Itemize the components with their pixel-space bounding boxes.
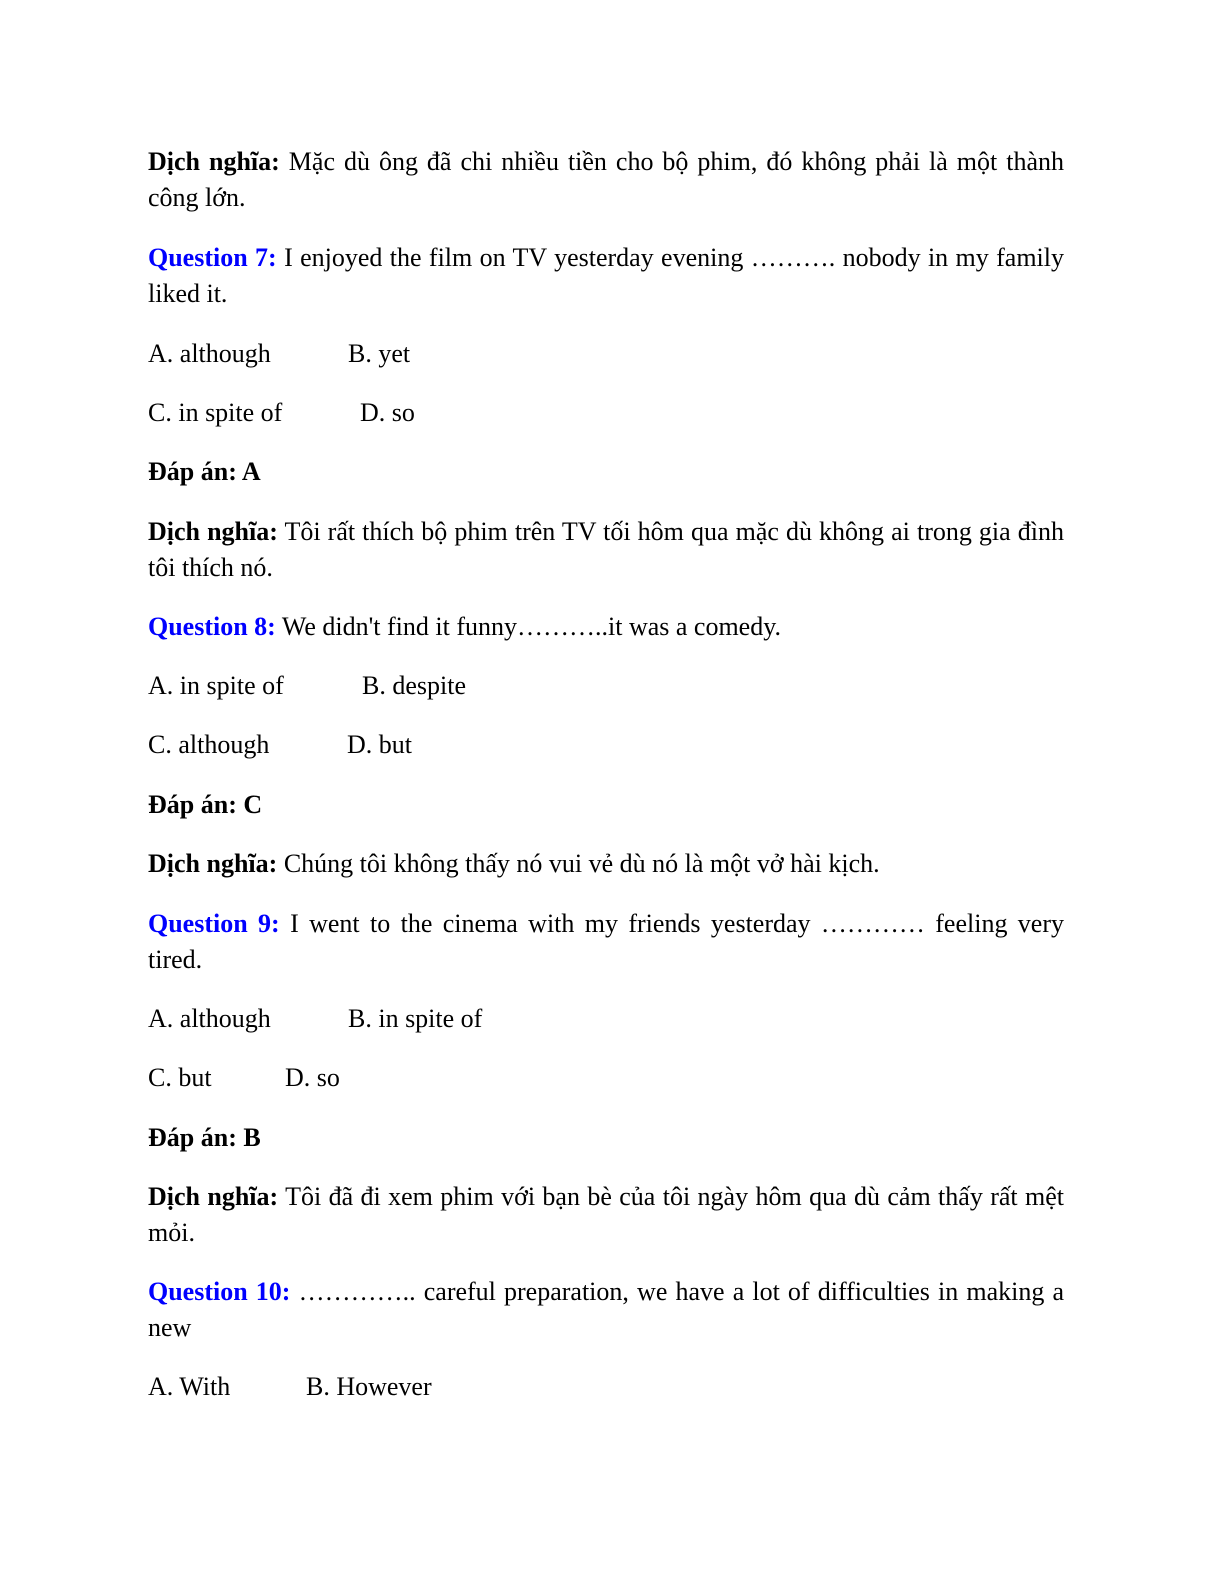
option-a: A. although	[148, 339, 271, 368]
translation-label: Dịch nghĩa:	[148, 1182, 279, 1211]
translation-label: Dịch nghĩa:	[148, 517, 278, 546]
question-label: Question 9:	[148, 909, 280, 938]
options-row-q7-cd	[148, 395, 1064, 431]
question-7	[148, 240, 1064, 312]
option-c: C. but	[148, 1063, 212, 1092]
option-a: A. in spite of	[148, 671, 284, 700]
option-a: A. although	[148, 1004, 271, 1033]
translation-q8	[148, 846, 1064, 882]
options-row-q7-ab	[148, 336, 1064, 372]
option-d: D. but	[347, 730, 412, 759]
options-row-q8-ab	[148, 668, 1064, 704]
question-8	[148, 609, 1064, 645]
translation-q7	[148, 514, 1064, 586]
translation-text: Tôi đã đi xem phim với bạn bè của tôi ngày hôm qua dù cảm thấy rất mệt mỏi.	[148, 1182, 1064, 1247]
answer-q7: Đáp án: A	[148, 457, 261, 486]
question-label: Question 7:	[148, 243, 277, 272]
option-b: B. However	[306, 1372, 432, 1401]
translation-text: Mặc dù ông đã chi nhiều tiền cho bộ phim, đó không phải là một thành công lớn.	[148, 147, 1064, 212]
options-row-q10-ab	[148, 1369, 1064, 1405]
question-10	[148, 1274, 1064, 1346]
options-row-q8-cd	[148, 727, 1064, 763]
translation-text: Tôi rất thích bộ phim trên TV tối hôm qua mặc dù không ai trong gia đình tôi thích nó.	[148, 517, 1064, 582]
answer-q9: Đáp án: B	[148, 1123, 261, 1152]
question-text: We didn't find it funny………..it was a comedy.	[275, 612, 782, 641]
option-d: D. so	[285, 1063, 340, 1092]
options-row-q9-cd	[148, 1060, 1064, 1096]
option-b: B. in spite of	[348, 1004, 483, 1033]
option-b: B. despite	[362, 671, 466, 700]
translation-label: Dịch nghĩa:	[148, 147, 280, 176]
translation-q6	[148, 144, 1064, 216]
question-label: Question 10:	[148, 1277, 291, 1306]
option-c: C. although	[148, 730, 270, 759]
answer-q8: Đáp án: C	[148, 790, 263, 819]
option-d: D. so	[360, 398, 415, 427]
translation-text: Chúng tôi không thấy nó vui vẻ dù nó là một vở hài kịch.	[277, 849, 880, 878]
options-row-q9-ab	[148, 1001, 1064, 1037]
option-a: A. With	[148, 1372, 231, 1401]
question-label: Question 8:	[148, 612, 276, 641]
question-text: I went to the cinema with my friends yesterday ………… feeling very tired.	[148, 909, 1065, 974]
option-b: B. yet	[348, 339, 411, 368]
translation-label: Dịch nghĩa:	[148, 849, 278, 878]
translation-q9	[148, 1179, 1064, 1251]
question-text: ………….. careful preparation, we have a lot of difficulties in making a new	[148, 1277, 1065, 1342]
question-text: I enjoyed the film on TV yesterday evening ………. nobody in my family liked it.	[148, 243, 1065, 308]
option-c: C. in spite of	[148, 398, 283, 427]
question-9	[148, 906, 1064, 978]
